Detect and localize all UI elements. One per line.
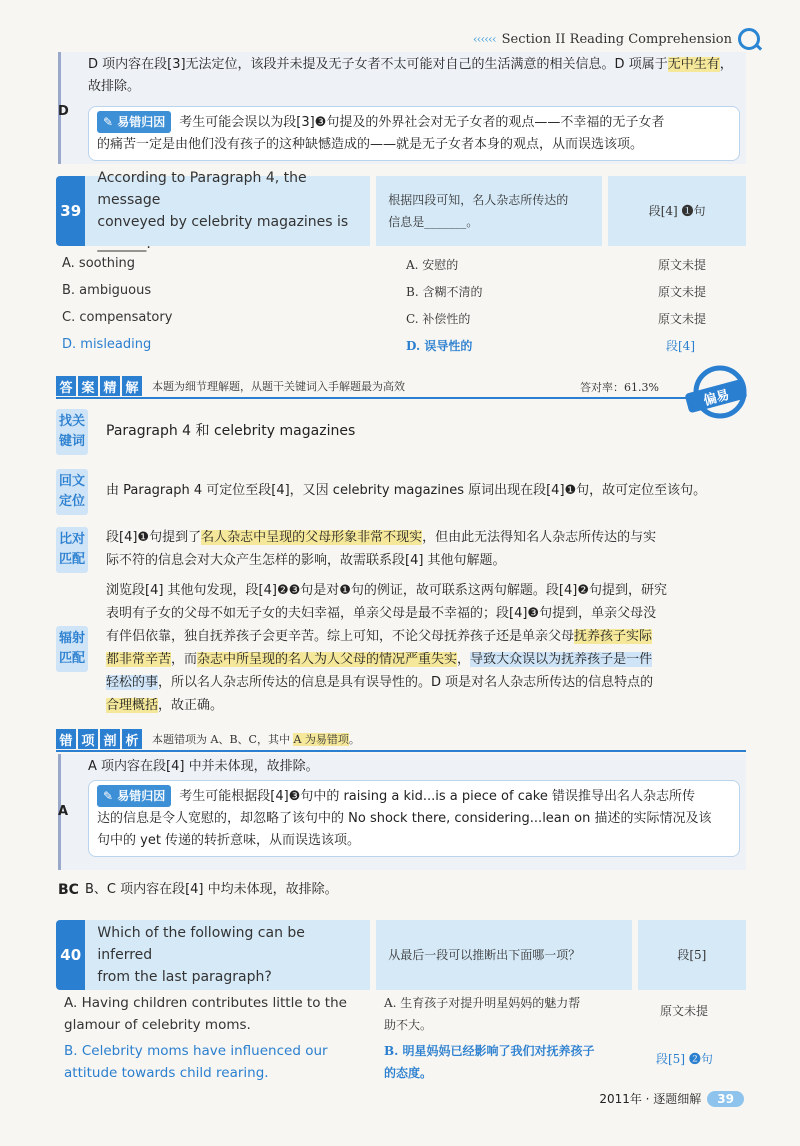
difficulty-stamp — [680, 364, 758, 424]
step-label: 比对 匹配 — [56, 527, 88, 573]
answer-banner: 答 案 精 解 本题为细节理解题，从题干关键词入手解题最为高效 — [56, 376, 405, 396]
option-a-text: A 项内容在段[4] 中并未体现，故排除。 — [88, 759, 319, 774]
option-letter-a: A — [58, 804, 69, 819]
question-number: 39 — [56, 176, 85, 246]
option-row: B. ambiguous B. 含糊不清的 原文未提 — [62, 283, 707, 299]
step-label: 找关 键词 — [56, 409, 88, 455]
step-text: 浏览段[4] 其他句发现，段[4]❷❸句是对❶句的例证，故可联系这两句解题。段[4]❷句提到，研究 表明有子女的父母不如无子女的夫妇幸福，单亲父母是最不幸福的；段[4]❸句提到，单亲父母没 有伴侣依靠，独自抚养孩子会更辛苦。综上可知，不论父母抚养孩子还是单亲父母抚养孩子实际 都非常辛苦，而杂志中所呈现的名人为人父母的情况严重失实，导致大众误以为抚养孩子是一件 轻松的事，所以名人杂志所传达的信息是具有误导性的。D 项是对名人杂志所传达的信息特点的 合理概括，故正确。 — [106, 583, 667, 713]
question-40 — [56, 920, 746, 990]
option-letter-d: D — [58, 104, 69, 119]
step-text: 段[4]❶句提到了名人杂志中呈现的父母形象非常不现实，但由此无法得知名人杂志所传达的与实 际不符的信息会对大众产生怎样的影响，故需联系段[4] 其他句解题。 — [106, 530, 657, 568]
option-row-correct: D. misleading D. 误导性的 段[4] — [62, 337, 695, 353]
section-title: Section II Reading Comprehension — [501, 31, 732, 47]
question-en: Which of the following can be inferred from the last paragraph? — [85, 920, 370, 990]
option-bc-analysis: BC B、C 项内容在段[4] 中均未体现，故排除。 — [58, 881, 338, 898]
error-tag: ✎ 易错归因 — [97, 111, 171, 133]
option-row: A. soothing A. 安慰的 原文未提 — [62, 256, 707, 272]
banner-line — [56, 397, 686, 399]
option-b-en: B. Celebrity moms have influenced our attitude towards child rearing. — [64, 1043, 328, 1081]
page-number: 39 — [707, 1091, 744, 1107]
question-zh: 根据四段可知，名人杂志所传达的 信息是_______。 — [376, 176, 602, 246]
option-row: C. compensatory C. 补偿性的 原文未提 — [62, 310, 707, 326]
question-zh: 从最后一段可以推断出下面哪一项？ — [376, 920, 631, 990]
page-footer — [599, 1090, 744, 1107]
options-39 — [62, 256, 742, 364]
option-a-zh: A. 生育孩子对提升明星妈妈的魅力帮 助不大。 — [384, 996, 581, 1032]
option-b-zh: B. 明星妈妈已经影响了我们对抚养孩子 的态度。 — [384, 1044, 595, 1080]
step-text: Paragraph 4 和 celebrity magazines — [106, 423, 356, 439]
option-b-source: 段[5] ❷句 — [656, 1052, 713, 1066]
question-39 — [56, 170, 746, 252]
error-cause-box: ✎ 易错归因 考生可能根据段[4]❸句中的 raising a kid...is a piece of cake 错误推导出名人杂志所传 达的信息是令人宽慰的，却忽略了该句中的 No shock there, considering...lean on 描述的实际情况及该 句中的 yet 传递的转折意味，从而误选该项。 — [88, 780, 740, 857]
option-a-en: A. Having children contributes little to the glamour of celebrity moms. — [64, 995, 347, 1033]
options-40 — [64, 992, 744, 1082]
question-en: According to Paragraph 4, the message conveyed by celebrity magazines is _______. — [85, 176, 370, 246]
search-icon — [738, 28, 760, 50]
step-text: 由 Paragraph 4 可定位至段[4]，又因 celebrity magazines 原词出现在段[4]❶句，故可定位至该句。 — [106, 483, 707, 498]
highlight: 无中生有 — [667, 57, 720, 72]
question-number: 40 — [56, 920, 85, 990]
option-a-source: 原文未提 — [660, 1004, 709, 1018]
page-header — [473, 28, 760, 50]
option-d-text: D 项内容在段[3]无法定位，该段并未提及无子女者不太可能对自己的生活满意的相关信息。D 项属于无中生有，故排除。 — [88, 57, 733, 94]
error-cause-box: ✎ 易错归因 考生可能会误以为段[3]❸句提及的外界社会对无子女者的观点——不幸福的无子女者 的痛苦一定是由他们没有孩子的这种缺憾造成的——就是无子女者本身的观点，从而误选该项。 — [88, 106, 740, 161]
banner-line — [56, 750, 746, 752]
question-location: 段[4] ❶句 — [608, 176, 746, 246]
footer-label: 2011年 · 逐题细解 — [599, 1092, 702, 1106]
wrong-options-banner: 错 项 剖 析 本题错项为 A、B、C，其中 A 为易错项。 — [56, 729, 360, 749]
step-label: 回文 定位 — [56, 469, 88, 515]
step-label: 辐射 匹配 — [56, 626, 88, 672]
svg-text:偏易: 偏易 — [702, 387, 732, 410]
header-arrows: ‹‹‹‹‹‹ — [472, 32, 496, 46]
error-tag: ✎ 易错归因 — [97, 785, 171, 807]
question-location: 段[5] — [638, 920, 746, 990]
correct-rate: 答对率：61.3% — [580, 381, 659, 394]
